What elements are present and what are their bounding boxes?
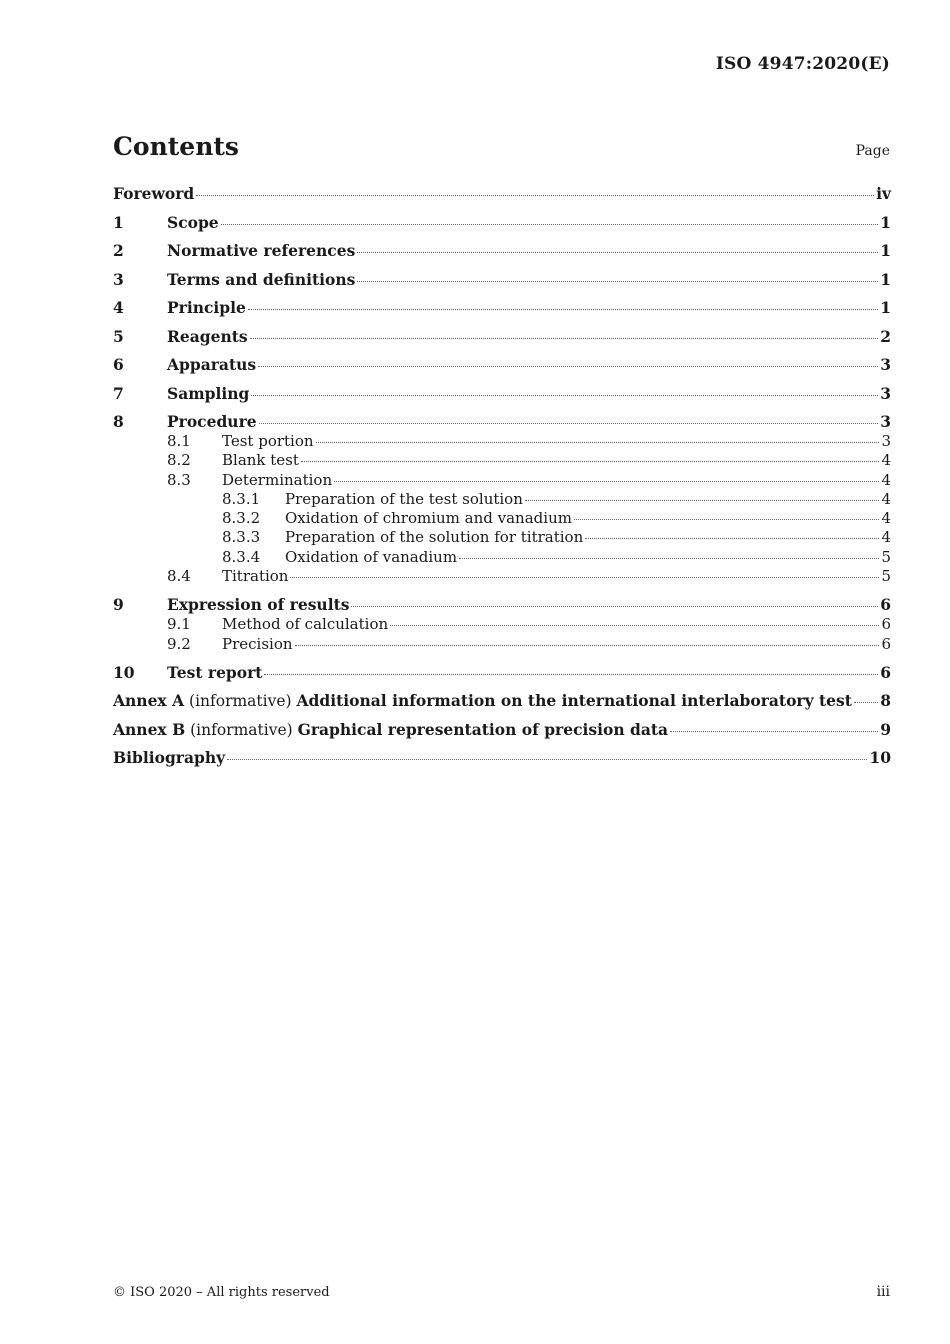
- toc-title: Preparation of the solution for titration: [285, 528, 584, 547]
- dot-leader: [227, 759, 867, 760]
- toc-number: 9.2: [167, 634, 191, 653]
- toc-title: Scope: [167, 212, 219, 232]
- copyright-notice: © ISO 2020 – All rights reserved: [113, 1285, 330, 1300]
- toc-number: 8.2: [167, 451, 191, 470]
- toc-title: Foreword: [113, 184, 195, 203]
- toc-number: 9: [113, 595, 124, 615]
- toc-entry-procedure[interactable]: [113, 412, 891, 432]
- toc-title: Titration: [222, 567, 289, 586]
- dot-leader: [357, 281, 878, 282]
- toc-number: 2: [113, 241, 124, 260]
- dot-leader: [316, 442, 880, 443]
- dot-leader: [357, 252, 878, 253]
- toc-entry-annex-b[interactable]: [113, 720, 891, 749]
- toc-entry-oxidation-of-chromium-and-vanadium[interactable]: [113, 509, 891, 528]
- toc-number: 9.1: [167, 615, 191, 634]
- toc-page: 3: [880, 412, 891, 431]
- toc-title: Normative references: [167, 241, 356, 260]
- toc-page: 4: [881, 451, 891, 470]
- dot-leader: [525, 500, 880, 501]
- toc-title: Expression of results: [167, 595, 350, 615]
- toc-title: Preparation of the test solution: [285, 489, 523, 508]
- toc-entry-titration[interactable]: [113, 567, 891, 586]
- dot-leader: [301, 461, 880, 462]
- toc-entry-precision[interactable]: [113, 635, 891, 654]
- toc-page: 1: [880, 212, 891, 232]
- toc-number: 8.3: [167, 470, 191, 489]
- toc-title: Blank test: [222, 451, 299, 470]
- toc-page: 4: [881, 509, 891, 528]
- dot-leader: [574, 519, 880, 520]
- toc-number: 8.3.1: [222, 489, 261, 508]
- toc-title: Test report: [167, 662, 263, 682]
- toc-entry-determination[interactable]: [113, 471, 891, 490]
- toc-entry-scope[interactable]: [113, 213, 891, 242]
- toc-number: 3: [113, 269, 124, 289]
- dot-leader: [250, 338, 879, 339]
- annex-title: Additional information on the international interlaboratory test: [296, 691, 852, 711]
- dot-leader: [259, 423, 879, 424]
- toc-title: Sampling: [167, 383, 250, 403]
- dot-leader: [334, 481, 879, 482]
- toc-title: [113, 691, 852, 710]
- toc-entry-foreword[interactable]: [113, 184, 891, 213]
- toc-title: Test portion: [222, 432, 314, 450]
- dot-leader: [390, 625, 879, 626]
- toc-entry-normative-references[interactable]: [113, 241, 891, 270]
- dot-leader: [221, 224, 879, 225]
- toc-page: 3: [880, 383, 891, 403]
- toc-page: 9: [880, 719, 891, 739]
- toc-page: 1: [880, 269, 891, 289]
- toc-title: Oxidation of chromium and vanadium: [285, 509, 572, 528]
- annex-title: Graphical representation of precision data: [297, 719, 669, 739]
- toc-page: 4: [881, 528, 891, 547]
- toc-entry-bibliography[interactable]: [113, 748, 891, 777]
- toc-entry-expression-of-results[interactable]: [113, 595, 891, 615]
- toc-page: 6: [881, 634, 891, 653]
- toc-number: 1: [113, 212, 124, 232]
- page-number: iii: [876, 1284, 890, 1300]
- toc-page: 3: [881, 432, 891, 450]
- dot-leader: [248, 309, 878, 310]
- toc-entry-oxidation-of-vanadium[interactable]: [113, 548, 891, 567]
- toc-title: Precision: [222, 634, 293, 653]
- toc-title: Terms and definitions: [167, 269, 356, 289]
- dot-leader: [854, 702, 878, 703]
- toc-page: 10: [869, 748, 891, 768]
- toc-title: Reagents: [167, 326, 248, 346]
- annex-type: (informative): [184, 692, 297, 711]
- toc-number: 8.3.2: [222, 509, 261, 528]
- dot-leader: [196, 195, 874, 196]
- toc-page: 1: [880, 298, 891, 317]
- annex-label: Annex A: [113, 691, 185, 711]
- dot-leader: [585, 538, 879, 539]
- toc-entry-principle[interactable]: [113, 298, 891, 327]
- dot-leader: [351, 606, 878, 607]
- toc-title: Apparatus: [167, 355, 257, 374]
- toc-page: 1: [880, 241, 891, 260]
- toc-page: 3: [880, 355, 891, 374]
- toc-title: [113, 720, 668, 739]
- toc-page: 6: [880, 662, 891, 682]
- toc-entry-preparation-of-solution-for-titration[interactable]: [113, 528, 891, 547]
- toc-number: 6: [113, 355, 124, 374]
- toc-entry-method-of-calculation[interactable]: [113, 615, 891, 634]
- toc-title: Bibliography: [113, 748, 226, 768]
- toc-title: Procedure: [167, 412, 257, 431]
- dot-leader: [459, 558, 879, 559]
- toc-page: 8: [880, 691, 891, 711]
- toc-page: 2: [880, 326, 891, 346]
- dot-leader: [264, 674, 878, 675]
- toc-page: 5: [881, 547, 891, 566]
- annex-type: (informative): [185, 720, 298, 739]
- toc-number: 8.1: [167, 432, 191, 450]
- dot-leader: [251, 395, 878, 396]
- toc-number: 4: [113, 298, 124, 317]
- dot-leader: [290, 577, 879, 578]
- toc-number: 7: [113, 383, 124, 403]
- toc-page: 6: [881, 615, 891, 634]
- toc-entry-test-report[interactable]: [113, 663, 891, 692]
- toc-entry-terms-and-definitions[interactable]: [113, 270, 891, 299]
- toc-page: 4: [881, 489, 891, 508]
- toc-number: 8.4: [167, 567, 191, 586]
- toc-number: 8: [113, 412, 124, 431]
- contents-heading: Contents: [113, 132, 240, 161]
- page-column-label: Page: [855, 143, 890, 159]
- toc-page: 5: [881, 567, 891, 586]
- toc-page: iv: [876, 184, 891, 203]
- toc-title: Oxidation of vanadium: [285, 547, 458, 566]
- toc-entry-preparation-of-test-solution[interactable]: [113, 490, 891, 509]
- dot-leader: [295, 645, 880, 646]
- dot-leader: [258, 366, 878, 367]
- toc-page: 4: [881, 470, 891, 489]
- toc-title: Method of calculation: [222, 615, 389, 634]
- toc-entry-blank-test[interactable]: [113, 451, 891, 470]
- toc-entry-test-portion[interactable]: [113, 432, 891, 451]
- toc-number: 10: [113, 662, 135, 682]
- toc-number: 8.3.3: [222, 528, 261, 547]
- toc-number: 5: [113, 326, 124, 346]
- toc-entry-apparatus[interactable]: [113, 355, 891, 384]
- toc-entry-reagents[interactable]: [113, 327, 891, 356]
- document-identifier: ISO 4947:2020(E): [715, 54, 890, 74]
- toc-page: 6: [880, 595, 891, 615]
- toc-title: Determination: [222, 470, 333, 489]
- toc-entry-annex-a[interactable]: [113, 691, 891, 720]
- toc-title: Principle: [167, 298, 246, 317]
- table-of-contents: [113, 184, 891, 777]
- toc-number: 8.3.4: [222, 547, 261, 566]
- toc-entry-sampling[interactable]: [113, 384, 891, 413]
- dot-leader: [670, 731, 878, 732]
- annex-label: Annex B: [113, 719, 186, 739]
